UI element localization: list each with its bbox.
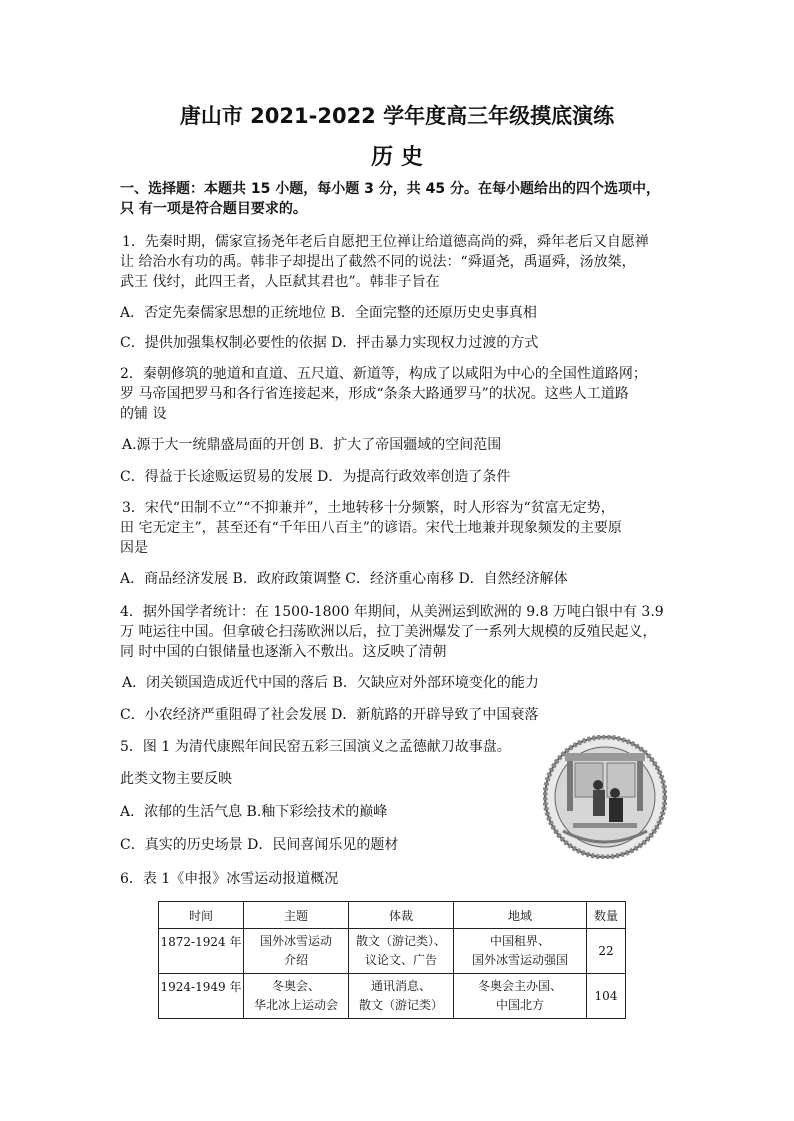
q4-stem-line3: 同 时中国的白银储量也逐渐入不敷出。这反映了清朝: [120, 644, 447, 660]
q3-stem-line3: 因是: [120, 540, 148, 556]
porcelain-plate-image: [543, 735, 667, 859]
row1-theme: 国外冰雪运动 介绍: [244, 929, 349, 974]
header-count: 数量: [587, 902, 626, 929]
q3-stem-line1: 3．宋代“田制不立”“不抑兼并”，土地转移十分频繁，时人形容为“贫富无定势，: [122, 500, 615, 516]
q5-options-ab: A．浓郁的生活气息 B.釉下彩绘技术的巅峰: [120, 804, 388, 820]
row1-count: 22: [587, 929, 626, 974]
shenbao-table: [158, 901, 626, 1019]
q5-options-cd: C．真实的历史场景 D．民间喜闻乐见的题材: [120, 837, 399, 853]
q2-options-cd: C．得益于长途贩运贸易的发展 D．为提高行政效率创造了条件: [120, 469, 511, 485]
table-row: [159, 974, 626, 1019]
row2-count: 104: [587, 974, 626, 1019]
header-region: 地域: [454, 902, 587, 929]
q5-stem-line2: 此类文物主要反映: [120, 771, 232, 787]
q1-stem-line2: 让 给治水有功的禹。韩非子却提出了截然不同的说法：“舜逼尧，禹逼舜，汤放桀，: [120, 254, 636, 270]
q1-stem-line3: 武王 伐纣，此四王者，人臣弑其君也”。韩非子旨在: [120, 274, 440, 290]
q1-options-ab: A．否定先秦儒家思想的正统地位 B．全面完整的还原历史史事真相: [120, 305, 537, 321]
q2-stem-line1: 2．秦朝修筑的驰道和直道、五尺道、新道等，构成了以咸阳为中心的全国性道路网；: [120, 366, 647, 382]
q2-options-ab: A.源于大一统鼎盛局面的开创 B．扩大了帝国疆域的空间范围: [122, 437, 502, 453]
section-heading-line2: 只 有一项是符合题目要求的。: [120, 201, 307, 217]
q4-options-ab: A．闭关锁国造成近代中国的落后 B．欠缺应对外部环境变化的能力: [122, 675, 539, 691]
header-theme: 主题: [244, 902, 349, 929]
q2-stem-line3: 的铺 设: [120, 406, 167, 422]
row1-time: 1872-1924 年: [159, 929, 244, 974]
q1-options-cd: C．提供加强集权制必要性的依据 D．抨击暴力实现权力过渡的方式: [120, 335, 539, 351]
row1-genre: 散文（游记类）、 议论文、广告: [349, 929, 454, 974]
header-time: 时间: [159, 902, 244, 929]
q5-stem-line1: 5．图 1 为清代康熙年间民窑五彩三国演义之孟德献刀故事盘。: [120, 739, 511, 755]
q3-stem-line2: 田 宅无定主”，甚至还有“千年田八百主”的谚语。宋代土地兼并现象频发的主要原: [120, 520, 622, 536]
q4-options-cd: C．小农经济严重阻碍了社会发展 D．新航路的开辟导致了中国衰落: [120, 707, 539, 723]
header-genre: 体裁: [349, 902, 454, 929]
q2-stem-line2: 罗 马帝国把罗马和各行省连接起来，形成“条条大路通罗马”的状况。这些人工道路: [120, 386, 629, 402]
subject-title: 历 史: [371, 145, 423, 170]
row2-theme: 冬奥会、 华北冰上运动会: [244, 974, 349, 1019]
q3-options: A．商品经济发展 B．政府政策调整 C．经济重心南移 D．自然经济解体: [120, 571, 568, 587]
q6-stem: 6．表 1《申报》冰雪运动报道概况: [120, 871, 339, 887]
q4-stem-line2: 万 吨运往中国。但拿破仑扫荡欧洲以后，拉丁美洲爆发了一系列大规模的反殖民起义，: [120, 624, 657, 640]
table-header-row: [159, 902, 626, 929]
q4-stem-line1: 4．据外国学者统计：在 1500-1800 年期间，从美洲运到欧洲的 9.8 万吨白银中有 3.9: [120, 604, 664, 620]
section-heading-line1: 一、选择题：本题共 15 小题，每小题 3 分，共 45 分。在每小题给出的四个选项中，: [120, 181, 660, 197]
exam-title: 唐山市 2021-2022 学年度高三年级摸底演练: [179, 104, 615, 128]
table-row: [159, 929, 626, 974]
row2-region: 冬奥会主办国、 中国北方: [454, 974, 587, 1019]
row2-genre: 通讯消息、 散文（游记类）: [349, 974, 454, 1019]
q1-stem-line1: 1．先秦时期，儒家宣扬尧年老后自愿把王位禅让给道德高尚的舜，舜年老后又自愿禅: [122, 234, 649, 250]
row2-time: 1924-1949 年: [159, 974, 244, 1019]
row1-region: 中国租界、 国外冰雪运动强国: [454, 929, 587, 974]
